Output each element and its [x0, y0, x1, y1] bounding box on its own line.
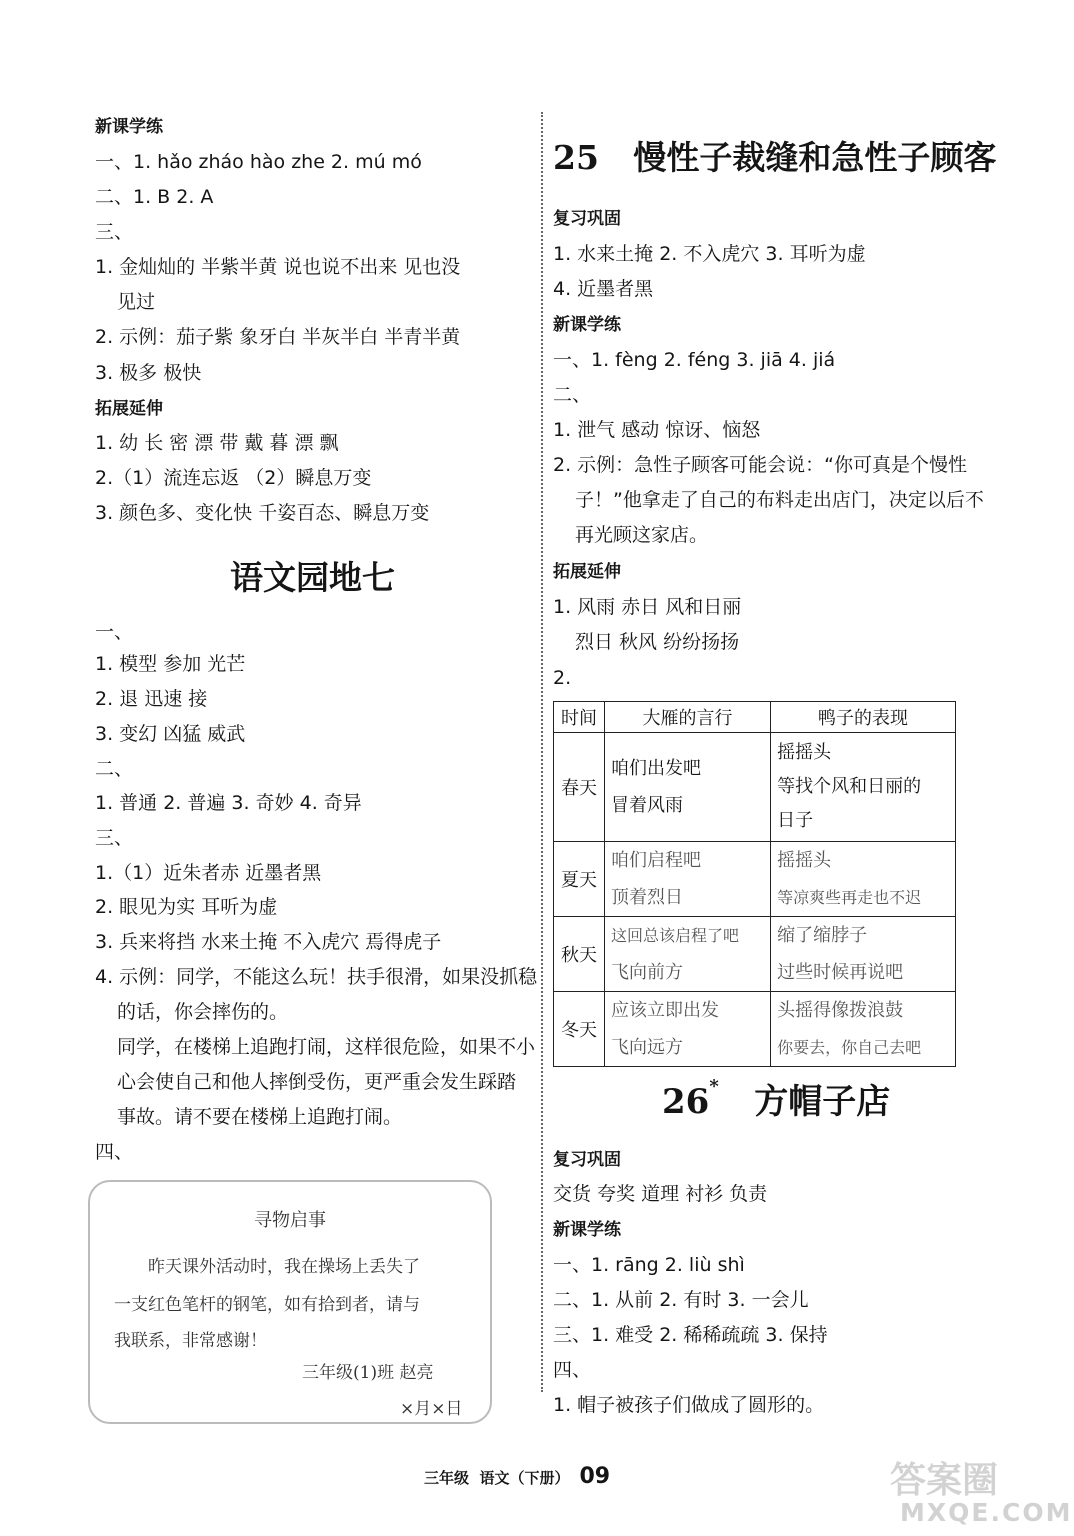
cell-line: 你要去，你自己去吧	[777, 1038, 922, 1057]
table-row	[554, 842, 956, 917]
geese-ducks-table	[553, 701, 956, 1067]
answer-line: 一、1. fèng 2. féng 3. jiā 4. jiá	[553, 349, 836, 371]
lesson-name: 方帽子店	[754, 1082, 891, 1122]
answer-line: 交货 夸奖 道理 衬衫 负责	[553, 1183, 768, 1205]
cell-line: 摇摇头	[777, 850, 832, 871]
geese-cell	[605, 733, 771, 842]
answer-line: 二、1. 从前 2. 有时 3. 一会儿	[553, 1289, 809, 1311]
table-row	[554, 733, 956, 842]
answer-line: 二、	[95, 758, 134, 780]
cell-line: 缩了缩脖子	[777, 925, 868, 946]
answer-line: 2. 眼见为实 耳听为虚	[95, 896, 278, 918]
answer-line: 2.	[553, 667, 572, 689]
table-header: 时间	[554, 702, 605, 733]
notice-line: 一支红色笔杆的钢笔，如有拾到者，请与	[114, 1295, 420, 1315]
section-heading: 拓展延伸	[95, 399, 163, 419]
footer-subject: 语文（下册）	[479, 1469, 570, 1487]
cell-line: 顶着烈日	[611, 887, 683, 908]
answer-line: 3. 极多 极快	[95, 362, 202, 384]
answer-line: 一、	[95, 621, 134, 643]
section-heading: 复习巩固	[553, 209, 621, 229]
cell-line: 等找个风和日丽的	[777, 776, 922, 797]
notice-line: 昨天课外活动时，我在操场上丢失了	[148, 1257, 420, 1277]
answer-line: 1. 普通 2. 普遍 3. 奇妙 4. 奇异	[95, 792, 362, 814]
lost-item-notice	[88, 1180, 492, 1424]
section-heading: 新课学练	[95, 117, 163, 137]
lesson-title	[553, 132, 996, 179]
section-heading: 拓展延伸	[553, 562, 621, 582]
season-cell: 春天	[554, 733, 605, 842]
answer-line: 心会使自己和他人摔倒受伤，更严重会发生踩踏	[117, 1071, 517, 1093]
section-heading: 复习巩固	[553, 1150, 621, 1170]
column-divider	[541, 112, 543, 1392]
section-title: 语文园地七	[230, 558, 395, 597]
footer-grade: 三年级	[424, 1469, 470, 1487]
answer-line: 1. 泄气 感动 惊讶、恼怒	[553, 419, 761, 441]
answer-line: 三、1. 难受 2. 稀稀疏疏 3. 保持	[553, 1324, 828, 1346]
section-heading: 新课学练	[553, 315, 621, 335]
lesson-title	[662, 1074, 890, 1123]
notice-title: 寻物启事	[254, 1210, 326, 1231]
page-footer	[424, 1464, 610, 1489]
notice-line: 我联系，非常感谢！	[114, 1331, 267, 1351]
answer-line: 烈日 秋风 纷纷扬扬	[575, 631, 740, 653]
answer-line: 4. 近墨者黑	[553, 278, 654, 300]
answer-line: 2. 示例：急性子顾客可能会说：“你可真是个慢性	[553, 454, 968, 476]
table-row	[554, 992, 956, 1067]
answer-line: 一、1. rāng 2. liù shì	[553, 1254, 745, 1276]
watermark-site: MXQE.COM	[900, 1498, 1073, 1527]
answer-line: 2.（1）流连忘返 （2）瞬息万变	[95, 467, 372, 489]
answer-line: 1. 幼 长 密 漂 带 戴 暮 漂 飘	[95, 432, 339, 454]
answer-line: 1. 模型 参加 光芒	[95, 653, 246, 675]
lesson-number: 25	[553, 138, 599, 177]
cell-line: 冒着风雨	[611, 795, 683, 816]
cell-line: 飞向前方	[611, 962, 683, 983]
table-row	[554, 917, 956, 992]
answer-line: 事故。请不要在楼梯上追跑打闹。	[117, 1106, 403, 1128]
season-cell: 秋天	[554, 917, 605, 992]
answer-line: 三、	[95, 221, 134, 243]
answer-line: 一、1. hǎo zháo hào zhe 2. mú mó	[95, 151, 422, 173]
notice-date: ×月×日	[400, 1399, 463, 1419]
answer-line: 二、1. B 2. A	[95, 186, 214, 208]
answer-line: 1. 水来土掩 2. 不入虎穴 3. 耳听为虚	[553, 243, 866, 265]
answer-line: 1. 金灿灿的 半紫半黄 说也说不出来 见也没	[95, 256, 461, 278]
answer-line: 1. 帽子被孩子们做成了圆形的。	[553, 1394, 825, 1416]
cell-line: 头摇得像拨浪鼓	[777, 1000, 904, 1021]
answer-line: 3. 变幻 凶猛 威武	[95, 723, 246, 745]
lesson-name: 慢性子裁缝和急性子顾客	[633, 138, 997, 177]
cell-line: 摇摇头	[777, 742, 832, 763]
cell-line: 飞向远方	[611, 1037, 683, 1058]
cell-line: 这回总该启程了吧	[611, 926, 740, 945]
ducks-cell	[771, 992, 956, 1067]
cell-line: 过些时候再说吧	[777, 962, 904, 983]
answer-line: 同学，在楼梯上追跑打闹，这样很危险，如果不小	[117, 1036, 536, 1058]
answer-line: 二、	[553, 384, 592, 406]
table-header: 鸭子的表现	[771, 702, 956, 733]
answer-line: 四、	[553, 1359, 592, 1381]
notice-sign: 三年级(1)班 赵亮	[302, 1363, 434, 1383]
geese-cell	[605, 842, 771, 917]
cell-line: 等凉爽些再走也不迟	[777, 888, 922, 907]
answer-line: 四、	[95, 1141, 134, 1163]
answer-line: 3. 颜色多、变化快 千姿百态、瞬息万变	[95, 502, 430, 524]
optional-lesson-mark: *	[709, 1076, 719, 1097]
answer-line: 2. 退 迅速 接	[95, 688, 208, 710]
answer-line: 见过	[117, 291, 156, 313]
answer-line: 子！”他拿走了自己的布料走出店门，决定以后不	[575, 489, 984, 511]
season-cell: 夏天	[554, 842, 605, 917]
answer-line: 3. 兵来将挡 水来土掩 不入虎穴 焉得虎子	[95, 931, 442, 953]
table-header: 大雁的言行	[605, 702, 771, 733]
cell-line: 咱们出发吧	[611, 758, 701, 779]
cell-line: 应该立即出发	[611, 1000, 719, 1021]
answer-line: 2. 示例：茄子紫 象牙白 半灰半白 半青半黄	[95, 326, 461, 348]
season-cell: 冬天	[554, 992, 605, 1067]
lesson-number: 26	[662, 1082, 710, 1122]
watermark-logo: 答案圈	[890, 1460, 999, 1501]
answer-line: 三、	[95, 827, 134, 849]
geese-cell	[605, 992, 771, 1067]
ducks-cell	[771, 733, 956, 842]
answer-line: 的话，你会摔伤的。	[117, 1001, 289, 1023]
answer-line: 4. 示例：同学，不能这么玩！扶手很滑，如果没抓稳	[95, 966, 538, 988]
ducks-cell	[771, 842, 956, 917]
ducks-cell	[771, 917, 956, 992]
page-number: 09	[579, 1464, 611, 1489]
cell-line: 日子	[777, 810, 814, 831]
cell-line: 咱们启程吧	[611, 850, 701, 871]
answer-line: 再光顾这家店。	[575, 524, 709, 546]
geese-cell	[605, 917, 771, 992]
answer-line: 1. 风雨 赤日 风和日丽	[553, 596, 742, 618]
answer-line: 1.（1）近朱者赤 近墨者黑	[95, 862, 322, 884]
section-heading: 新课学练	[553, 1220, 621, 1240]
